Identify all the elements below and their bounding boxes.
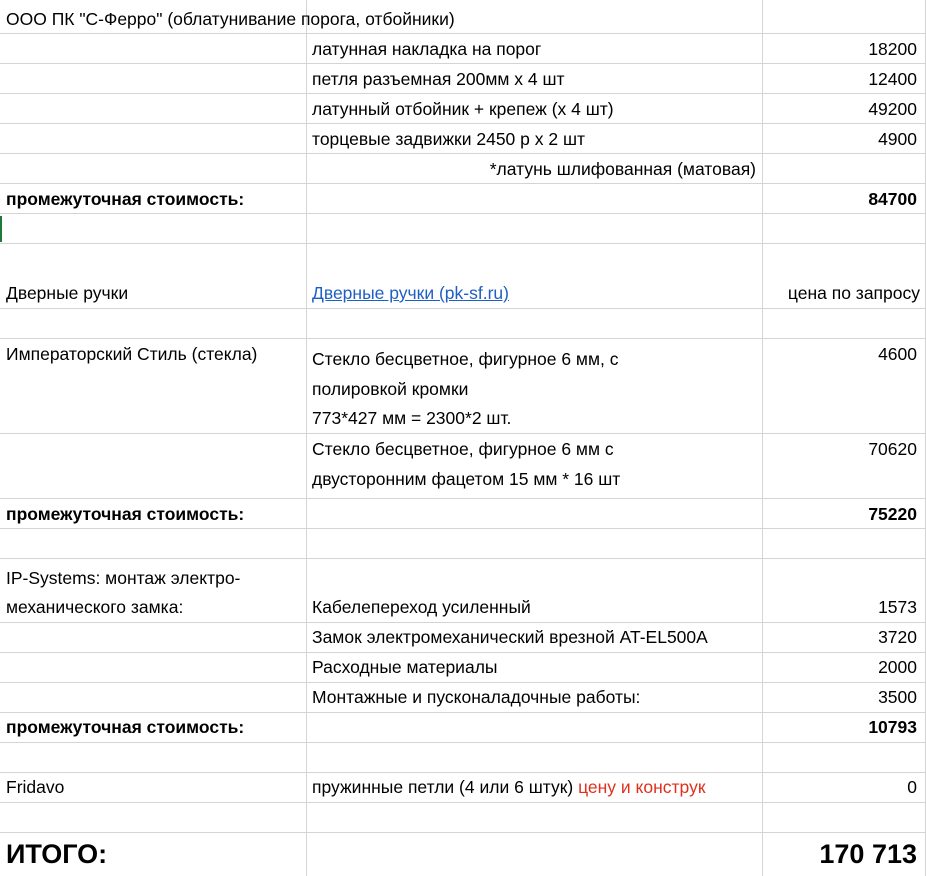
fridavo-description-cell[interactable]	[312, 772, 760, 802]
glass2-description-line: двусторонним фацетом 15 мм * 16 шт	[312, 469, 621, 489]
glass2-description-line[interactable]: Стекло бесцветное, фигурное 6 мм с	[312, 439, 614, 459]
row-line	[0, 243, 926, 244]
subtotal-value-cell[interactable]: 75220	[868, 504, 917, 524]
fridavo-red-note: цену и конструк	[578, 777, 706, 797]
subtotal-label-cell[interactable]: промежуточная стоимость:	[6, 189, 245, 209]
item-description-cell[interactable]: Монтажные и пусконаладочные работы:	[312, 687, 641, 707]
item-price-cell[interactable]: 3720	[878, 627, 917, 647]
item-price-cell[interactable]: 18200	[868, 39, 917, 59]
item-description-cell[interactable]: латунный отбойник + крепеж (х 4 шт)	[312, 99, 614, 119]
handles-link[interactable]: Дверные ручки (pk-sf.ru)	[312, 283, 509, 303]
row-line	[0, 832, 926, 833]
glass1-price-cell[interactable]: 4600	[878, 344, 917, 364]
note-cell[interactable]: *латунь шлифованная (матовая)	[489, 159, 756, 179]
column-divider-a-b	[306, 0, 307, 876]
item-description-cell[interactable]: латунная накладка на порог	[312, 39, 542, 59]
fridavo-description-text: пружинные петли (4 или 6 штук)	[312, 777, 574, 797]
glass2-price-cell[interactable]: 70620	[868, 439, 917, 459]
selected-cell-marker	[0, 216, 2, 242]
total-label-cell[interactable]: ИТОГО:	[6, 839, 108, 869]
fridavo-price-cell[interactable]: 0	[907, 777, 917, 797]
imperial-label-cell[interactable]: Императорский Стиль (стекла)	[6, 344, 258, 364]
item-description-cell[interactable]: торцевые задвижки 2450 р х 2 шт	[312, 129, 586, 149]
item-price-cell[interactable]: 12400	[868, 69, 917, 89]
handles-label-cell[interactable]: Дверные ручки	[6, 283, 129, 303]
item-description-cell[interactable]: Расходные материалы	[312, 657, 498, 677]
ip-systems-label-line[interactable]: IP-Systems: монтаж электро-	[6, 568, 241, 588]
item-price-cell[interactable]: 4900	[878, 129, 917, 149]
row-line	[0, 558, 926, 559]
total-value-cell[interactable]: 170 713	[819, 839, 917, 869]
subtotal-label-cell[interactable]: промежуточная стоимость:	[6, 717, 245, 737]
glass1-description-line: 773*427 мм = 2300*2 шт.	[312, 408, 512, 428]
item-description-cell[interactable]: Замок электромеханический врезной AT-EL500A	[312, 627, 708, 647]
row-line	[0, 308, 926, 309]
row-line	[0, 742, 926, 743]
item-price-cell[interactable]: 49200	[868, 99, 917, 119]
row-line	[0, 802, 926, 803]
glass1-description-line[interactable]: Стекло бесцветное, фигурное 6 мм, с	[312, 349, 619, 369]
item-description-cell[interactable]: петля разъемная 200мм х 4 шт	[312, 69, 565, 89]
subtotal-value-cell[interactable]: 10793	[868, 717, 917, 737]
ip-systems-label-line: механического замка:	[6, 597, 184, 617]
subtotal-label-cell[interactable]: промежуточная стоимость:	[6, 504, 245, 524]
subtotal-value-cell[interactable]: 84700	[868, 189, 917, 209]
handles-price-cell[interactable]: цена по запросу	[787, 283, 920, 303]
item-price-cell[interactable]: 3500	[878, 687, 917, 707]
vendor-header-cell[interactable]: ООО ПК "С-Ферро" (облатунивание порога, отбойники)	[6, 9, 455, 29]
item-description-cell[interactable]: Кабелепереход усиленный	[312, 597, 531, 617]
fridavo-label-cell[interactable]: Fridavo	[6, 777, 65, 797]
item-price-cell[interactable]: 2000	[878, 657, 917, 677]
glass1-description-line: полировкой кромки	[312, 379, 469, 399]
item-price-cell[interactable]: 1573	[878, 597, 917, 617]
